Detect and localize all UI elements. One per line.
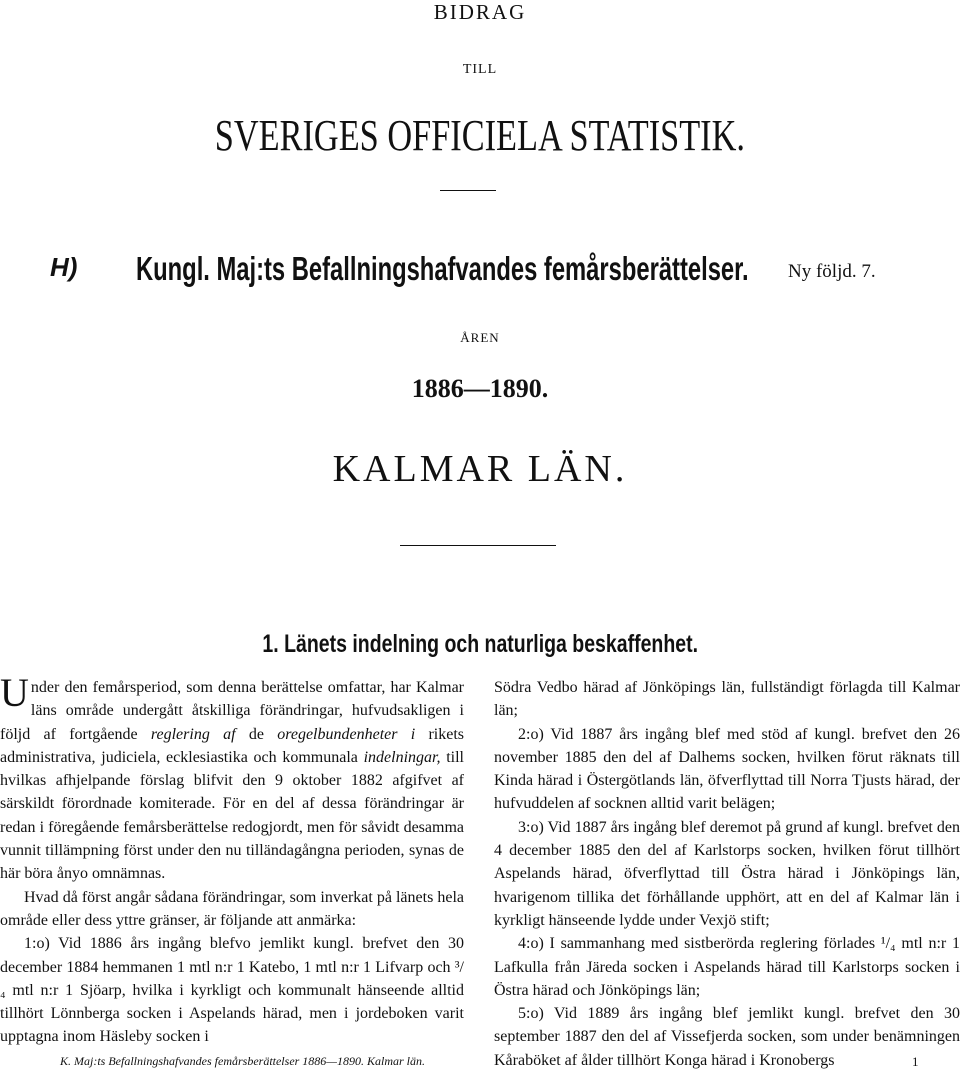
text-column-right	[494, 676, 960, 1072]
footer-running-title: K. Maj:ts Befallningshafvandes femårsberättelser 1886—1890. Kalmar län.	[60, 1054, 425, 1068]
text-column-left	[0, 670, 465, 1049]
series-title: Kungl. Maj:ts Befallningshafvandes femårsberättelser.	[136, 250, 749, 287]
county-title: KALMAR LÄN.	[332, 448, 628, 490]
series-number: Ny följd. 7.	[788, 261, 876, 282]
header-till: TILL	[462, 62, 498, 77]
page-number: 1	[912, 1054, 919, 1069]
paragraph: 4:o) I sammanhang med sistberörda reglering förlades ¹/₄ mtl n:r 1 Lafkulla från Järeda socken i Aspelands härad till Karlstorps socken i Östra härad och Jönköpings län;	[494, 935, 960, 999]
period-label: ÅREN	[460, 330, 500, 345]
paragraph: 1:o) Vid 1886 års ingång blefvo jemlikt kungl. brefvet den 30 december 1884 hemmanen 1 mtl n:r 1 Katebo, 1 mtl n:r 1 Lifvarp och ³/₄ mtl n:r 1 Sjöarp, hvilka i kyrkligt och kommunalt hänseende alltid tillhört Lönnberga socken i Aspelands härad, men i jordeboken varit upptagna inom Häsleby socken i	[0, 935, 464, 1046]
paragraph: 2:o) Vid 1887 års ingång blef med stöd af kungl. brefvet den 26 november 1885 den del af Dalhems socken, hvilken förut räknats till Kinda härad i Östergötlands län, öfverflyttad till Norra Tjusts härad, der hufvuddelen af socknen alltid varit belägen;	[494, 725, 960, 813]
section-heading-text: 1. Länets indelning och naturliga beskaffenhet.	[262, 630, 698, 658]
page-title-text: SVERIGES OFFICIELA STATISTIK.	[214, 111, 746, 160]
paragraph: Hvad då först angår sådana förändringar, som inverkat på länets hela område eller dess yttre gränser, är följande att anmärka:	[0, 888, 464, 929]
paragraph: Södra Vedbo härad af Jönköpings län, fullständigt förlagda till Kalmar län;	[494, 679, 960, 720]
divider	[440, 190, 496, 191]
series-line	[50, 248, 920, 292]
header-bidrag: BIDRAG	[433, 0, 527, 24]
page-title	[0, 110, 960, 161]
section-heading	[0, 630, 960, 659]
drop-cap: U	[0, 670, 29, 715]
paragraph: 5:o) Vid 1889 års ingång blef jemlikt kungl. brefvet den 30 september 1887 den del af Vissefjerda socken, som under benämningen Kåraböket af ålder tillhört Konga härad i Kronobergs	[494, 1005, 960, 1069]
series-mark: H)	[50, 252, 78, 282]
paragraph: Under den femårsperiod, som denna berättelse omfattar, har Kalmar läns område undergått åtskilliga förändringar, hufvudsakligen i följd af fortgående reglering af de oregelbundenheter i rikets administrativa, judiciela, ecklesiastika och kommunala indelningar, till hvilkas afhjelpande förslag blifvit den 9 oktober 1882 afgifvet af särskildt förordnade komiterade. För en del af dessa förändringar är redan i föregående femårsberättelse redogjordt, men för såvidt desamma vunnit tillämpning först under den nu tilländagångna perioden, synas de här böra ånyo omnämnas.	[0, 670, 465, 883]
period-years: 1886—1890.	[411, 374, 549, 403]
divider	[400, 545, 556, 546]
paragraph: 3:o) Vid 1887 års ingång blef deremot på grund af kungl. brefvet den 4 december 1885 den del af Karlstorps socken, hvilken förut tillhört Aspelands härad, öfverflyttad till Östra härad i Jönköpings län, hvarigenom tillika det förhållande upphört, att en del af Kalmar län i kyrkligt hänseende lydde under Vexjö stift;	[494, 818, 960, 929]
